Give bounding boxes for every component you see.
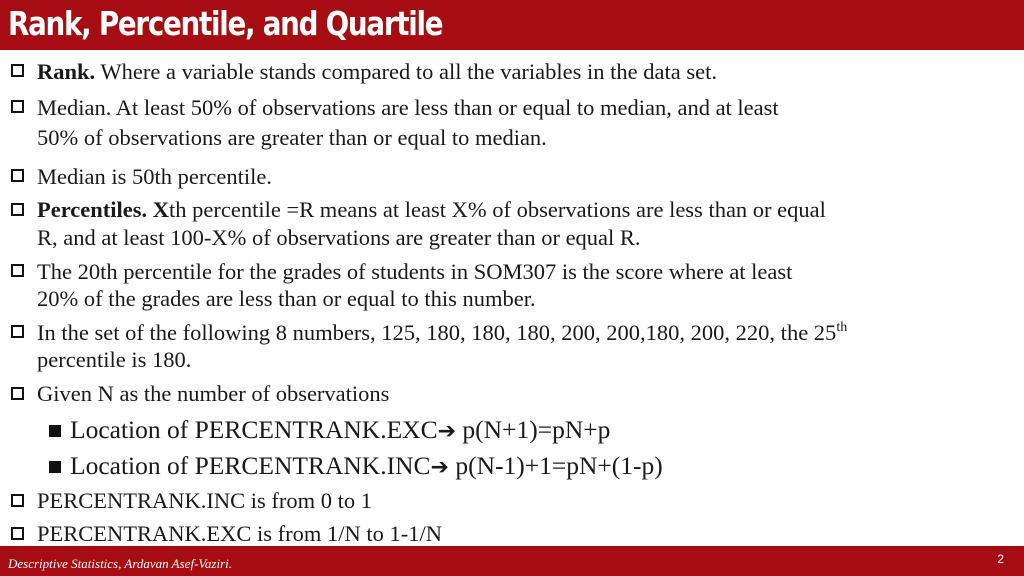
bullet-rank bbox=[37, 58, 717, 85]
slide-title: Rank, Percentile, and Quartile bbox=[8, 4, 443, 43]
bullet-box-icon bbox=[11, 169, 24, 182]
set-superscript: th bbox=[836, 320, 848, 335]
bullet-20th-line1: The 20th percentile for the grades of students in SOM307 is the score where at least bbox=[37, 259, 793, 284]
sub-bullet-square-icon bbox=[49, 425, 61, 437]
exc-formula: p(N+1)=pN+p bbox=[456, 415, 611, 444]
footer-bar bbox=[0, 546, 1024, 576]
bullet-set-line1 bbox=[37, 319, 847, 346]
bullet-box-icon bbox=[11, 100, 24, 113]
bullet-inc-range: PERCENTRANK.INC is from 0 to 1 bbox=[37, 488, 373, 513]
bullet-percentiles-line1 bbox=[37, 196, 826, 223]
bullet-box-icon bbox=[11, 264, 24, 277]
page-number: 2 bbox=[997, 552, 1004, 566]
arrow-right-icon: ➔ bbox=[437, 419, 457, 444]
bullet-given-n: Given N as the number of observations bbox=[37, 381, 390, 406]
bullet-median-line2: 50% of observations are greater than or equal to median. bbox=[37, 125, 547, 150]
arrow-right-icon: ➔ bbox=[430, 455, 449, 480]
inc-label: Location of PERCENTRANK.INC bbox=[70, 451, 431, 480]
bullet-median-percentile: Median is 50th percentile. bbox=[37, 164, 272, 189]
bullet-median-line1: Median. At least 50% of observations are less than or equal to median, and at least bbox=[37, 95, 779, 120]
sub-bullet-exc bbox=[70, 415, 610, 447]
bullet-box-icon bbox=[11, 527, 24, 540]
sub-bullet-square-icon bbox=[49, 461, 61, 473]
bullet-exc-range: PERCENTRANK.EXC is from 1/N to 1-1/N bbox=[37, 521, 442, 546]
percentiles-text: th percentile =R means at least X% of observations are less than or equal bbox=[169, 197, 826, 222]
sub-bullet-inc bbox=[70, 451, 663, 483]
footer-credit: Descriptive Statistics, Ardavan Asef-Vaziri. bbox=[8, 556, 232, 571]
bullet-box-icon bbox=[11, 64, 24, 77]
rank-text: Where a variable stands compared to all the variables in the data set. bbox=[95, 59, 717, 84]
bullet-box-icon bbox=[11, 203, 24, 216]
title-bar bbox=[0, 0, 1024, 50]
rank-label: Rank. bbox=[37, 59, 96, 84]
bullet-set-line2: percentile is 180. bbox=[37, 347, 192, 372]
bullet-20th-line2: 20% of the grades are less than or equal to this number. bbox=[37, 286, 536, 311]
bullet-box-icon bbox=[11, 325, 24, 338]
set-text: In the set of the following 8 numbers, 125, 180, 180, 180, 200, 200,180, 200, 220, the 25 bbox=[37, 320, 837, 345]
percentiles-label: Percentiles. X bbox=[37, 197, 170, 222]
bullet-box-icon bbox=[11, 387, 24, 400]
inc-formula: p(N-1)+1=pN+(1-p) bbox=[448, 451, 663, 480]
bullet-box-icon bbox=[11, 494, 24, 507]
exc-label: Location of PERCENTRANK.EXC bbox=[70, 415, 438, 444]
bullet-percentiles-line2: R, and at least 100-X% of observations are greater than or equal R. bbox=[37, 225, 641, 250]
